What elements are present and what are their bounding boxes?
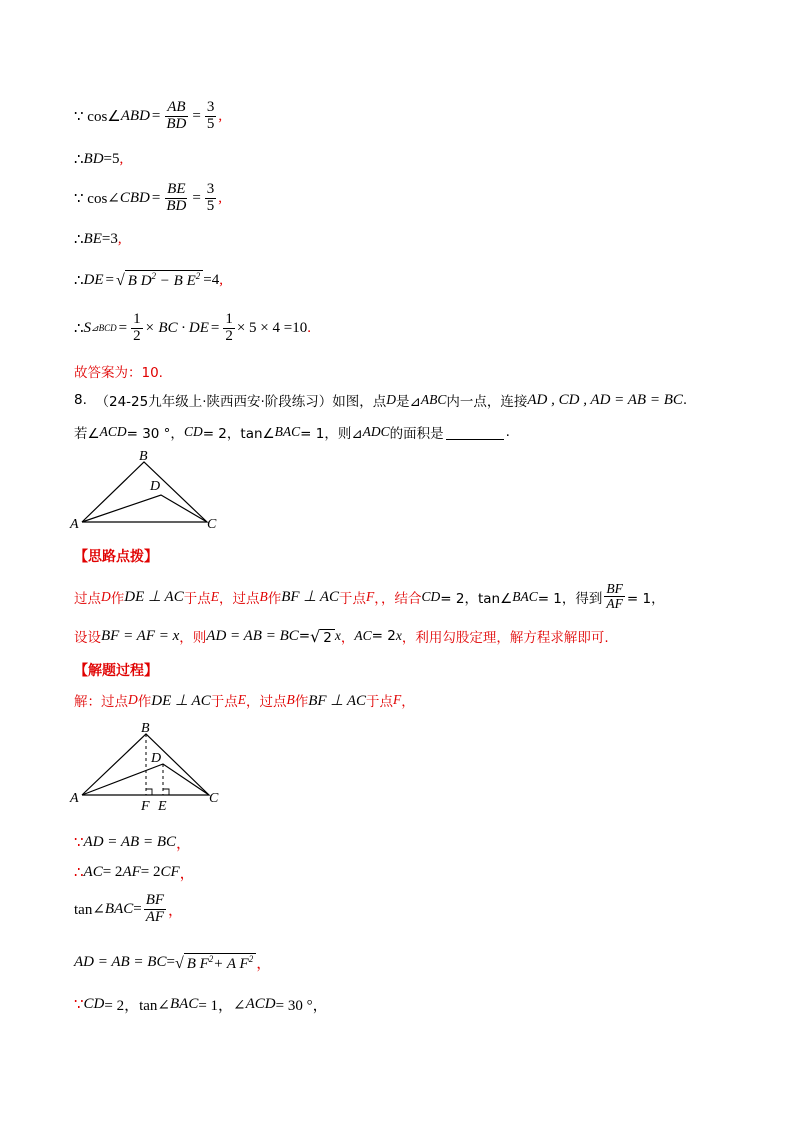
therefore: ∴ xyxy=(74,865,84,881)
t: = 2 xyxy=(102,864,123,880)
line-bd xyxy=(74,150,123,169)
t: tan∠ xyxy=(74,901,105,918)
den: AF xyxy=(606,596,623,612)
var: DE xyxy=(188,319,209,336)
t: = xyxy=(133,900,142,917)
t: ， xyxy=(179,866,195,882)
rad-b: B E xyxy=(173,273,196,289)
v: AD = AB = BC xyxy=(74,954,167,970)
lines-ad-dc xyxy=(82,495,207,522)
num: BF xyxy=(145,892,165,908)
v: B xyxy=(259,588,268,604)
line-be xyxy=(74,230,122,249)
label-b: B xyxy=(139,449,148,464)
t: = xyxy=(298,628,311,644)
t: = 1，则⊿ xyxy=(300,426,363,442)
problem-number: 8. xyxy=(74,392,87,408)
right-angle-f xyxy=(146,789,152,795)
fraction xyxy=(223,312,235,345)
v: AD = AB = BC xyxy=(83,834,177,850)
step-2 xyxy=(74,862,195,883)
hint-header: 【思路点拨】 xyxy=(74,549,158,565)
t: ， xyxy=(256,956,272,972)
label-e: E xyxy=(158,799,167,812)
v: AD = AB = BC xyxy=(206,627,299,644)
t: 于点 xyxy=(183,590,211,607)
t: ， xyxy=(401,694,415,710)
eq: =4 xyxy=(203,271,220,288)
because: ∵ xyxy=(74,835,84,851)
t: = 2，tan∠ xyxy=(104,998,170,1014)
den: 2 xyxy=(133,327,141,344)
den: BD xyxy=(166,197,187,214)
eq: =3 xyxy=(101,231,118,247)
v: CD xyxy=(421,588,441,604)
area-s: S xyxy=(83,319,92,336)
v: BF ⊥ AC xyxy=(308,692,367,709)
eq: =5 xyxy=(103,151,120,167)
t: ， xyxy=(176,836,192,852)
answer-blank xyxy=(446,425,504,440)
v: DE ⊥ AC xyxy=(124,589,184,606)
line-area-bcd: ∴ S ⊿BCD = $\frac{1}{2}$ × BC · DE = $\frac{1}{2}$ × 5 × 4 =10 . xyxy=(74,311,311,344)
t: 过点 xyxy=(74,590,101,607)
v: AC xyxy=(83,864,103,880)
rad-b: + A F xyxy=(213,955,249,972)
t: . xyxy=(505,424,510,440)
var: BD xyxy=(83,151,104,167)
comma: , xyxy=(119,151,124,167)
triangle-figure-2 xyxy=(66,720,226,812)
because: ∵ xyxy=(74,997,84,1013)
t: 于点 xyxy=(210,694,238,710)
mid: × BC · xyxy=(144,319,186,336)
t: 解：过点 xyxy=(74,694,128,710)
t: = 2 xyxy=(140,864,161,880)
t: = 2，tan∠ xyxy=(440,590,513,607)
t: = 30 °， xyxy=(275,998,328,1014)
t: ， xyxy=(168,902,184,919)
var: DE xyxy=(83,271,104,288)
t: 若∠ xyxy=(74,426,100,442)
rad-a: B F xyxy=(186,955,209,972)
v: F xyxy=(393,692,402,707)
v: BAC xyxy=(104,900,134,917)
v: D xyxy=(101,588,111,604)
sqrt: √ B $F^2+ A$ $F^2$ xyxy=(175,953,256,973)
rad: 2 xyxy=(320,629,335,646)
sub: ⊿BCD xyxy=(91,322,117,333)
t: ，，结合 xyxy=(374,590,422,607)
step-1 xyxy=(74,832,191,853)
label-d: D xyxy=(151,751,162,766)
t: = xyxy=(166,954,175,970)
den: 5 xyxy=(206,115,215,132)
t: = 2，tan∠ xyxy=(202,426,275,442)
var: CBD xyxy=(119,189,150,206)
v: CD xyxy=(83,996,105,1012)
v: AD , CD , AD = AB = BC xyxy=(527,391,683,408)
fraction xyxy=(144,893,166,926)
hint-line-1 xyxy=(74,582,665,611)
v: BAC xyxy=(512,588,538,604)
line-cos-cbd: ∵ cos∠ CBD = $\frac{BE}{BD}$ = $\frac{3}{5}$ , xyxy=(74,181,223,214)
v: BAC xyxy=(170,996,199,1012)
problem-line-1 xyxy=(74,390,687,410)
v: x xyxy=(395,628,402,643)
t: 内一点，连接 xyxy=(446,394,528,410)
comma: , xyxy=(219,271,223,288)
t: 于点 xyxy=(366,694,394,710)
line-de: ∴ DE = √ B $D^2 - B$ $E^2$ =4 , xyxy=(74,271,223,289)
num: 1 xyxy=(133,311,141,327)
comma: , xyxy=(117,231,122,247)
answer-line: 故答案为：10. xyxy=(74,365,163,381)
t: ，利用勾股定理，解方程求解即可. xyxy=(401,630,609,646)
triangle-figure-1 xyxy=(66,448,226,534)
hint-line-2 xyxy=(74,626,609,646)
fraction xyxy=(205,100,217,133)
v: BF = AF = x xyxy=(101,627,180,644)
fraction xyxy=(131,312,143,345)
problem-line-2 xyxy=(74,422,510,442)
t: . xyxy=(682,392,688,408)
den: 2 xyxy=(225,327,233,344)
sqrt: √ B $D^2 - B$ $E^2$ xyxy=(116,270,203,290)
period: . xyxy=(307,319,311,336)
label-b: B xyxy=(141,721,150,736)
fraction xyxy=(205,182,217,215)
sup: 2 xyxy=(151,271,157,281)
t: 于点 xyxy=(339,590,367,607)
num: AB xyxy=(167,99,186,115)
step-4 xyxy=(74,952,271,973)
t: 是⊿ xyxy=(396,394,421,410)
label-a: A xyxy=(70,791,79,806)
v: BF ⊥ AC xyxy=(281,589,340,606)
fraction xyxy=(164,100,188,133)
t: 如图，点 xyxy=(332,394,387,410)
num: 1 xyxy=(225,311,233,327)
v: x xyxy=(334,628,341,643)
step-5 xyxy=(74,994,328,1015)
v: D xyxy=(386,392,397,407)
text: ∵ cos∠ xyxy=(74,108,121,125)
den: AF xyxy=(145,908,165,925)
sup: 2 xyxy=(195,271,201,281)
var: ABD xyxy=(120,107,150,124)
num: BE xyxy=(167,181,186,197)
t: ，过点 xyxy=(245,694,287,710)
fraction xyxy=(604,582,625,611)
den: BD xyxy=(166,115,187,132)
v: CD xyxy=(183,424,203,439)
label-c: C xyxy=(209,791,219,806)
t: 作 xyxy=(294,694,309,710)
t: ， xyxy=(340,630,355,646)
therefore: ∴ xyxy=(74,320,84,337)
t: ，则 xyxy=(179,630,207,646)
v: F xyxy=(366,588,375,604)
triangle-abc xyxy=(82,462,207,522)
v: ADC xyxy=(362,424,390,439)
v: DE ⊥ AC xyxy=(151,692,211,709)
v: B xyxy=(286,692,295,707)
solution-line-1 xyxy=(74,690,415,710)
therefore: ∴ xyxy=(74,232,84,248)
num: 3 xyxy=(206,181,215,197)
v: AC xyxy=(354,628,372,643)
t: = 1，得到 xyxy=(537,590,603,607)
v: BAC xyxy=(274,424,301,439)
comma: , xyxy=(218,107,223,124)
therefore: ∴ xyxy=(74,272,84,289)
label-a: A xyxy=(70,517,79,532)
tail: × 5 × 4 =10 xyxy=(236,319,308,336)
v: AF xyxy=(122,864,141,880)
fraction xyxy=(164,182,188,215)
v: ACD xyxy=(245,996,276,1012)
problem-source: （24-25九年级上·陕西西安·阶段练习） xyxy=(95,394,333,410)
var: BE xyxy=(83,231,102,247)
num: 3 xyxy=(206,99,215,115)
t: 设设 xyxy=(74,630,101,646)
solution-header: 【解题过程】 xyxy=(74,663,158,679)
therefore: ∴ xyxy=(74,152,84,168)
v: ABC xyxy=(420,392,447,407)
label-d: D xyxy=(150,479,161,494)
v: ACD xyxy=(99,424,127,439)
comma: , xyxy=(218,189,223,206)
right-angle-e xyxy=(163,789,169,795)
den: 5 xyxy=(206,197,215,214)
t: = 2 xyxy=(371,628,396,644)
label-f: F xyxy=(141,799,150,812)
label-c: C xyxy=(207,517,217,532)
step-3 xyxy=(74,893,183,926)
t: ，过点 xyxy=(218,590,260,607)
t: 作 xyxy=(110,590,125,607)
text: ∵ cos∠ xyxy=(74,190,120,207)
rad-a: B D xyxy=(127,273,152,289)
t: = 1， xyxy=(626,590,665,607)
v: E xyxy=(210,588,219,604)
v: CF xyxy=(160,864,180,880)
sqrt: √ 2 xyxy=(310,627,335,646)
v: E xyxy=(237,692,246,707)
t: = 1，∠ xyxy=(198,998,246,1014)
line-cos-abd: ∵ cos∠ ABD = $\frac{AB}{BD}$ = $\frac{3}{5}$ , xyxy=(74,99,223,132)
t: 的面积是 xyxy=(389,426,444,442)
num: BF xyxy=(606,581,623,596)
t: = 30 °， xyxy=(126,426,184,442)
t: 作 xyxy=(137,694,152,710)
v: D xyxy=(128,692,138,707)
t: 作 xyxy=(267,590,282,607)
